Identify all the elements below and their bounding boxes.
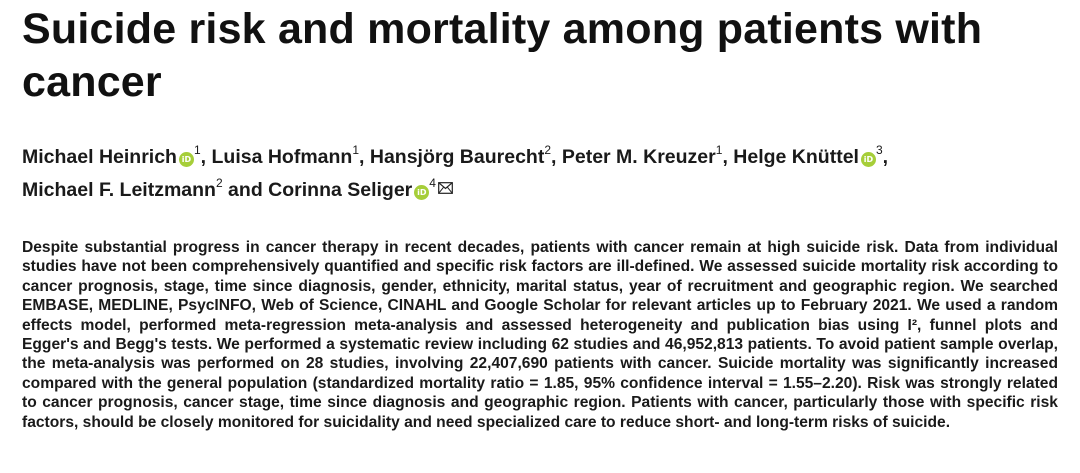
author-name[interactable]: Helge Knüttel [733, 146, 859, 168]
affiliation-marker: 1 [715, 142, 723, 157]
orcid-icon[interactable]: iD [861, 152, 876, 167]
author-separator: , [359, 146, 370, 168]
author-list [22, 142, 1062, 206]
author-name[interactable]: Hansjörg Baurecht [369, 146, 545, 168]
author-helge-knuttel[interactable] [733, 142, 883, 168]
author-name[interactable]: Michael F. Leitzmann [22, 179, 216, 201]
affiliation-marker: 1 [352, 142, 360, 157]
envelope-icon[interactable] [438, 173, 453, 204]
author-separator: and [222, 179, 269, 201]
author-corinna-seliger[interactable] [268, 175, 453, 201]
author-luisa-hofmann[interactable] [211, 142, 360, 168]
affiliation-marker: 1 [193, 142, 201, 157]
author-peter-kreuzer[interactable] [561, 142, 723, 168]
affiliation-marker: 2 [544, 142, 552, 157]
orcid-icon[interactable]: iD [414, 185, 429, 200]
orcid-icon[interactable]: iD [179, 152, 194, 167]
affiliation-marker: 2 [215, 175, 223, 190]
author-separator: , [200, 146, 212, 168]
affiliation-marker: 4 [429, 175, 436, 190]
article-title: Suicide risk and mortality among patients with cancer [22, 5, 983, 106]
author-hansjorg-baurecht[interactable] [369, 142, 552, 168]
author-separator: , [882, 146, 889, 168]
author-separator: , [551, 146, 562, 168]
abstract-text: Despite substantial progress in cancer therapy in recent decades, patients with cancer remain at high suicide risk. Data from individual studies have not been comprehensively quantified and specific risk factors are ill-defined. We assessed suicide mortality risk according to cancer prognosis, stage, time since diagnosis, gender, ethnicity, marital status, year of recruitment and geographic region. We searched EMBASE, MEDLINE, PsycINFO, Web of Science, CINAHL and Google Scholar for relevant articles up to February 2021. We used a random effects model, performed meta-regression meta-analysis and assessed heterogeneity and publication bias using I², funnel plots and Egger's and Begg's tests. We performed a systematic review including 62 studies and 46,952,813 patients. To avoid patient sample overlap, the meta-analysis was performed on 28 studies, involving 22,407,690 patients with cancer. Suicide mortality was significantly increased compared with the general population (standardized mortality ratio = 1.85, 95% confidence interval = 1.55–2.20). Risk was strongly related to cancer prognosis, cancer stage, time since diagnosis and geographic region. Patients with cancer, particularly those with specific risk factors, should be closely monitored for suicidality and need specialized care to reduce short- and long-term risks of suicide. [22, 239, 1058, 431]
author-name[interactable]: Corinna Seliger [268, 179, 413, 201]
author-michael-leitzmann[interactable] [22, 175, 223, 201]
author-michael-heinrich[interactable] [22, 142, 201, 168]
author-separator: , [722, 146, 734, 168]
author-name[interactable]: Peter M. Kreuzer [561, 146, 716, 168]
author-name[interactable]: Michael Heinrich [22, 146, 177, 168]
author-name[interactable]: Luisa Hofmann [211, 146, 353, 168]
affiliation-marker: 3 [875, 142, 883, 157]
article-header [22, 0, 1062, 448]
